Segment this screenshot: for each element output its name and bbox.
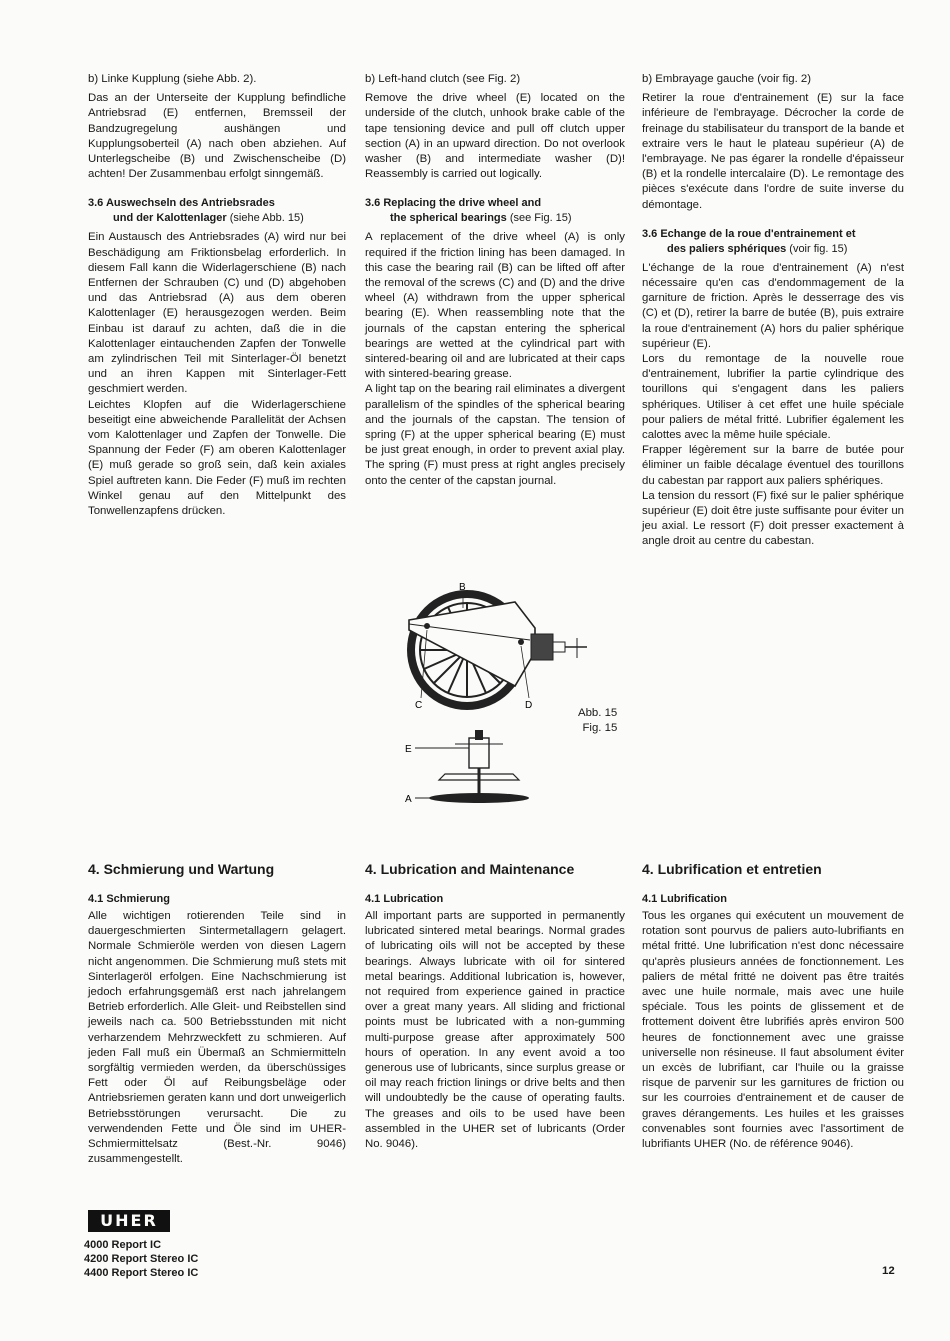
figure-caption <box>578 706 617 736</box>
subsection-4-1-de: 4.1 Schmierung <box>88 893 170 905</box>
section-title-4-en: 4. Lubrication and Maintenance <box>365 861 575 877</box>
page-number: 12 <box>882 1265 895 1277</box>
label-a: A <box>405 794 412 805</box>
heading-line1: 3.6 Replacing the drive wheel and <box>365 197 542 210</box>
column-french-top <box>642 72 904 550</box>
column-french-bottom <box>642 860 904 1152</box>
caption-en: Fig. 15 <box>582 722 618 734</box>
paragraph-remount-fr: Lors du remontage de la nouvelle roue d'entrainement, lubrifier la partie cylindrique des tourillons qui s'engagent dans les paliers sphériques. Utiliser à cet effet une huile spéciale pour paliers de métal fritté. Lubrifier également les calottes avec la même huile spéciale. <box>642 353 904 442</box>
spring-housing <box>553 642 565 652</box>
subsection-4-1-en: 4.1 Lubrication <box>365 893 444 905</box>
paragraph-clutch-en: Remove the drive wheel (E) located on the underside of the clutch, unhook brake cable of the tape tensioning device and pull off clutch upper section (A) in an upward direction. Do not overlook washer (B) and intermediate washer (D)! Reassembly is carried out logically. <box>365 92 625 181</box>
paragraph-replacement-fr: L'échange de la roue d'entrainement (A) n'est nécessaire qu'en cas d'endommagement de la garniture de friction. Après le desserrage des vis (C) et (D), retirer la barre de butée (B), puis extraire la roue d'entrainement (A) hors du palier sphérique supérieur (E). <box>642 261 904 350</box>
section-heading-3-6-de <box>88 196 346 226</box>
paragraph-spring-fr: La tension du ressort (F) fixé sur le palier sphérique supérieur (E) doit être juste suffisante pour éviter un jeu axial. Le ressort (F) doit presser exactement à angle droit au centre du cabestan. <box>642 489 904 548</box>
paragraph-lubrication-de: Alle wichtigen rotierenden Teile sind in dauergeschmierten Sintermetallagern gelagert. Normale Schmieröle werden von diesen Lagern nicht angenommen. Die Schmierung muß stets mit Sinterlageröl erfolgen. Eine Nachschmierung ist jedoch erfahrungsgemäß erst nach jahrelangem Betrieb erforderlich. Alle Gleit- und Reibstellen sind jeweils nach ca. 500 Betriebsstunden mit nicht verharzendem Mehrzweckfett zu schmieren. Auf jeden Fall muß ein Übermaß an Schmiermitteln sorgfältig vermieden werden, da überschüssiges Fett oder Öl auf Reibungsbeläge oder Antriebsriemen geraten kann und dort unweigerlich Betriebsstörungen verursacht. Die zu verwendenden Fette und Öle sind im UHER-Schmiermittelsatz (Best.-Nr. 9046) zusammengestellt. <box>88 910 346 1166</box>
paragraph-replacement-de: Ein Austausch des Antriebsrades (A) wird nur bei Beschädigung am Friktionsbelag erforderlich. In diesem Fall kann die Widerlagerschiene (B) nach Entfernen der Schrauben (C) und (D) abgehoben und das Antriebsrad (A) aus dem oberen Kalottenlager (E) herausgezogen werden. Beim Einbau ist darauf zu achten, daß die in die Kalottenlager eintauchenden Zapfen der Tonwelle am zylindrischen Teil mit Sinterlager-Öl benetzt und an ihren Kappen mit Sinterlager-Fett geschmiert werden. <box>88 231 346 396</box>
heading-ref: (see Fig. 15) <box>509 212 572 225</box>
subheading-left-clutch-fr: b) Embrayage gauche (voir fig. 2) <box>642 73 812 85</box>
heading-line2: und der Kalottenlager <box>113 212 227 225</box>
heading-ref: (siehe Abb. 15) <box>229 212 304 225</box>
label-c: C <box>415 700 423 711</box>
model-item: 4400 Report Stereo IC <box>84 1267 199 1279</box>
section-heading-3-6-fr <box>642 227 904 257</box>
paragraph-lubrication-en: All important parts are supported in permanently lubricated sintered metal bearings. Normal grades of lubricating oils will not be accepted by these bearings. Always lubricate with oil for sintered metal bearings. Additional lubrication is, however, not required from experience gained in practice over a great many years. All sliding and frictional points must be lubricated with a non-gumming multi-purpose grease after approximately 500 hours of operation. In any event avoid a too generous use of lubricants, since surplus grease or oil may reach friction linings or drive belts and then will undoubtedly be the cause of operating faults. The greases and oils to be used have been assembled in the UHER set of lubricants (Order No. 9046). <box>365 910 625 1151</box>
bearing-block <box>531 634 553 660</box>
column-german-bottom <box>88 860 346 1167</box>
screw-c <box>424 623 430 629</box>
heading-line1: 3.6 Auswechseln des Antriebsrades <box>88 197 275 210</box>
subheading-left-clutch-en: b) Left-hand clutch (see Fig. 2) <box>365 73 521 85</box>
model-list <box>84 1238 198 1280</box>
section-title-4-fr: 4. Lubrification et entretien <box>642 861 822 877</box>
figure-15-drive-wheel <box>395 580 635 810</box>
section-title-4-de: 4. Schmierung und Wartung <box>88 861 275 877</box>
model-item: 4200 Report Stereo IC <box>84 1253 199 1265</box>
paragraph-tap-de: Leichtes Klopfen auf die Widerlagerschiene beseitigt eine abweichende Parallelität der Achsen vom Kalottenlager und Zapfen der Tonwelle. Die Spannung der Feder (F) am oberen Kalottenlager (E) muß gerade so groß sein, daß kein axiales Spiel auftreten kann. Die Feder (F) muß im rechten Winkel genau auf den Mittelpunkt des Tonwellenzapfens drücken. <box>88 398 346 518</box>
column-english-bottom <box>365 860 625 1152</box>
heading-ref: (voir fig. 15) <box>789 242 848 255</box>
heading-line2: des paliers sphériques <box>667 242 787 255</box>
paragraph-tap-en: A light tap on the bearing rail eliminates a divergent parallelism of the spindles of the spherical bearing and the journals of the capstan. The tension of spring (F) at the upper spherical bearing (E) must be just great enough, in order to prevent axial play. The spring (F) must press at right angles precisely onto the center of the capstan journal. <box>365 383 625 487</box>
heading-line1: 3.6 Echange de la roue d'entrainement et <box>642 227 856 240</box>
section-heading-3-6-en <box>365 196 625 226</box>
uher-logo: UHER <box>88 1210 170 1232</box>
column-german-top <box>88 72 346 519</box>
label-b: B <box>459 582 466 593</box>
paragraph-tap-fr: Frapper légèrement sur la barre de butée pour éliminer un faible décalage éventuel des tourillons du cabestan par rapport aux paliers sphériques. <box>642 444 904 487</box>
label-d: D <box>525 700 533 711</box>
paragraph-clutch-de: Das an der Unterseite der Kupplung befindliche Antriebsrad (E) entfernen, Bremsseil der Bandzugregelung aushängen und Kupplungsoberteil (A) nach oben abziehen. Auf Unterlegscheibe (B) und Zwischenscheibe (D) achten! Der Zusammenbau erfolgt sinngemäß. <box>88 92 346 181</box>
paragraph-replacement-en: A replacement of the drive wheel (A) is only required if the friction lining has been damaged. In this case the bearing rail (B) can be lifted off after the removal of the screws (C) and (D) and the drive wheel (A) withdrawn from the upper spherical bearing (E). When reassembling note that the journals of the capstan entering the spherical bearings are wetted at the cylindrical part with sintered-bearing oil and are lubricated at their caps with sintered-bearing grease. <box>365 231 625 381</box>
paragraph-lubrication-fr: Tous les organes qui exécutent un mouvement de rotation sont pourvus de paliers auto-lubrifiants en métal fritté. Une lubrification n'est donc nécessaire qu'après plusieurs années de fonctionnement. Les paliers de métal fritté ne doivent pas être traités avec une huile normale, mais avec une huile spéciale. Tous les points de glissement et de frottement doivent être lubrifiés après environ 500 heures de fonctionnement avec une graisse universelle non résineuse. Il faut absolument éviter un excès de lubrifiant, car l'huile ou la graisse risque de parvenir sur les garnitures de friction ou sur les courroies d'entrainement et de causer de graves dérangements. Les huiles et les graisses convenables sont fournies avec l'assortiment de lubrifiants UHER (No. de référence 9046). <box>642 910 904 1151</box>
column-english-top <box>365 72 625 489</box>
model-item: 4000 Report IC <box>84 1239 162 1251</box>
drive-wheel-diagram <box>395 580 635 810</box>
subsection-4-1-fr: 4.1 Lubrification <box>642 893 727 905</box>
subheading-left-clutch-de: b) Linke Kupplung (siehe Abb. 2). <box>88 73 257 85</box>
caption-de: Abb. 15 <box>578 707 618 719</box>
label-e: E <box>405 744 412 755</box>
heading-line2: the spherical bearings <box>390 212 507 225</box>
upper-bearing-e <box>469 738 489 768</box>
screw-d <box>518 639 524 645</box>
paragraph-clutch-fr: Retirer la roue d'entrainement (E) sur la face inférieure de l'embrayage. Décrocher la corde de freinage du stabilisateur du transport de la bande et extraire vers le haut le plateau supérieur (A) de l'embrayage. Ne pas égarer la rondelle d'épaisseur (B) et la rondelle intercalaire (D). Le remontage des pièces s'exécute dans l'ordre de suite inverse du démontage. <box>642 92 904 211</box>
spindle-cap <box>475 730 483 740</box>
